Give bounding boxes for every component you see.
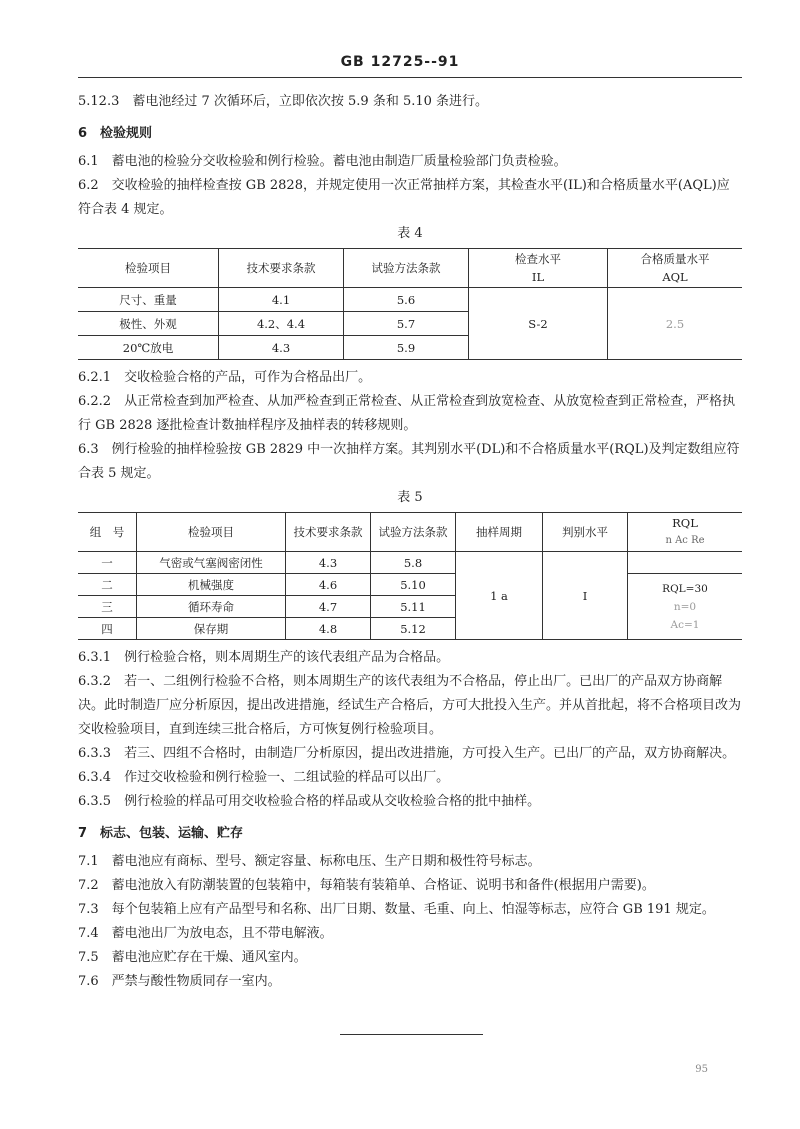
end-rule (340, 1034, 483, 1035)
table-cell: 气密或气塞阀密闭性 (137, 552, 286, 574)
table-cell: 5.8 (371, 552, 456, 574)
table-cell: 保存期 (137, 618, 286, 640)
table-5-header-rql: RQL n Ac Re (628, 513, 743, 552)
table-cell: 4.1 (219, 288, 344, 312)
table-cell: 机械强度 (137, 574, 286, 596)
document-body (78, 90, 742, 994)
table-cell: 5.9 (344, 336, 469, 360)
table-cell: 5.6 (344, 288, 469, 312)
table-5-period: 1 a (456, 552, 543, 640)
table-cell: 5.11 (371, 596, 456, 618)
table-5 (78, 512, 742, 640)
table-4-aql-value: 2.5 (608, 288, 743, 360)
table-5-header: 技术要求条款 (286, 513, 371, 552)
table-cell (628, 552, 743, 574)
table-4 (78, 248, 742, 360)
table-cell: 三 (78, 596, 137, 618)
clause-6-2: 6.2 交收检验的抽样检查按 GB 2828，并规定使用一次正常抽样方案，其检查水平(IL)和合格质量水平(AQL)应符合表 4 规定。 (78, 178, 730, 217)
table-5-header: 抽样周期 (456, 513, 543, 552)
table-row (78, 288, 742, 312)
table-4-caption: 表 4 (397, 226, 423, 241)
clause-6-3-4: 6.3.4 作过交收检验和例行检验一、二组试验的样品可以出厂。 (78, 770, 450, 785)
clause-6-1: 6.1 蓄电池的检验分交收检验和例行检验。蓄电池由制造厂质量检验部门负责检验。 (78, 154, 567, 169)
table-cell: 极性、外观 (78, 312, 219, 336)
table-cell: 4.6 (286, 574, 371, 596)
table-cell: 5.12 (371, 618, 456, 640)
table-4-header-il: 检查水平 IL (469, 249, 608, 288)
table-4-header-aql: 合格质量水平 AQL (608, 249, 743, 288)
clause-6-3-1: 6.3.1 例行检验合格，则本周期生产的该代表组产品为合格品。 (78, 650, 450, 665)
standard-header: GB 12725--91 (340, 54, 460, 70)
table-cell: 4.7 (286, 596, 371, 618)
table-cell: 循环寿命 (137, 596, 286, 618)
clause-6-3-2: 6.3.2 若一、二组例行检验不合格，则本周期生产的该代表组为不合格品，停止出厂。已出厂的产品双方协商解决。此时制造厂应分析原因，提出改进措施，经试生产合格后，方可大批投入生产。并从首批起，将不合格项目改为交收检验项目，直到连续三批合格后，方可恢复例行检验项目。 (78, 674, 742, 737)
clause-7-6: 7.6 严禁与酸性物质同存一室内。 (78, 974, 281, 989)
clause-7-5: 7.5 蓄电池应贮存在干燥、通风室内。 (78, 950, 307, 965)
clause-6-2-2: 6.2.2 从正常检查到加严检查、从加严检查到正常检查、从正常检查到放宽检查、从放宽检查到正常检查，严格执行 GB 2828 逐批检查计数抽样程序及抽样表的转移规则。 (78, 394, 736, 433)
clause-6-2-1: 6.2.1 交收检验合格的产品，可作为合格品出厂。 (78, 370, 372, 385)
clause-7-4: 7.4 蓄电池出厂为放电态，且不带电解液。 (78, 926, 333, 941)
table-cell: 4.3 (219, 336, 344, 360)
table-cell: 4.8 (286, 618, 371, 640)
clause-6-3-3: 6.3.3 若三、四组不合格时，由制造厂分析原因，提出改进措施，方可投入生产。已出厂的产品，双方协商解决。 (78, 746, 736, 761)
clause-7-3: 7.3 每个包装箱上应有产品型号和名称、出厂日期、数量、毛重、向上、怕湿等标志，应符合 GB 191 规定。 (78, 902, 715, 917)
table-row (78, 552, 742, 574)
header-divider (78, 77, 742, 78)
section-7-heading: 7 标志、包装、运输、贮存 (78, 826, 244, 841)
clause-6-3-5: 6.3.5 例行检验的样品可用交收检验合格的样品或从交收检验合格的批中抽样。 (78, 794, 541, 809)
clause-5-12-3: 5.12.3 蓄电池经过 7 次循环后，立即依次按 5.9 条和 5.10 条进行。 (78, 94, 489, 109)
table-5-dl: I (543, 552, 628, 640)
table-4-header: 试验方法条款 (344, 249, 469, 288)
table-cell: 5.7 (344, 312, 469, 336)
table-cell: 4.3 (286, 552, 371, 574)
table-5-caption: 表 5 (397, 490, 423, 505)
table-row (78, 574, 742, 596)
table-cell: 二 (78, 574, 137, 596)
table-5-rql-values: RQL=30 n=0 Ac=1 (628, 574, 743, 640)
table-4-header: 检验项目 (78, 249, 219, 288)
table-cell: 5.10 (371, 574, 456, 596)
clause-7-2: 7.2 蓄电池放入有防潮装置的包装箱中，每箱装有装箱单、合格证、说明书和备件(根据用户需要)。 (78, 878, 655, 893)
table-5-header: 试验方法条款 (371, 513, 456, 552)
table-4-il-value: S-2 (469, 288, 608, 360)
table-5-header: 判别水平 (543, 513, 628, 552)
clause-7-1: 7.1 蓄电池应有商标、型号、额定容量、标称电压、生产日期和极性符号标志。 (78, 854, 541, 869)
table-cell: 4.2、4.4 (219, 312, 344, 336)
section-6-heading: 6 检验规则 (78, 126, 153, 141)
table-cell: 四 (78, 618, 137, 640)
table-cell: 一 (78, 552, 137, 574)
page-number: 95 (695, 1064, 708, 1075)
table-4-header: 技术要求条款 (219, 249, 344, 288)
clause-6-3: 6.3 例行检验的抽样检验按 GB 2829 中一次抽样方案。其判别水平(DL)和不合格质量水平(RQL)及判定数组应符合表 5 规定。 (78, 442, 740, 481)
table-cell: 尺寸、重量 (78, 288, 219, 312)
table-5-header: 组 号 (78, 513, 137, 552)
table-cell: 20℃放电 (78, 336, 219, 360)
table-5-header: 检验项目 (137, 513, 286, 552)
